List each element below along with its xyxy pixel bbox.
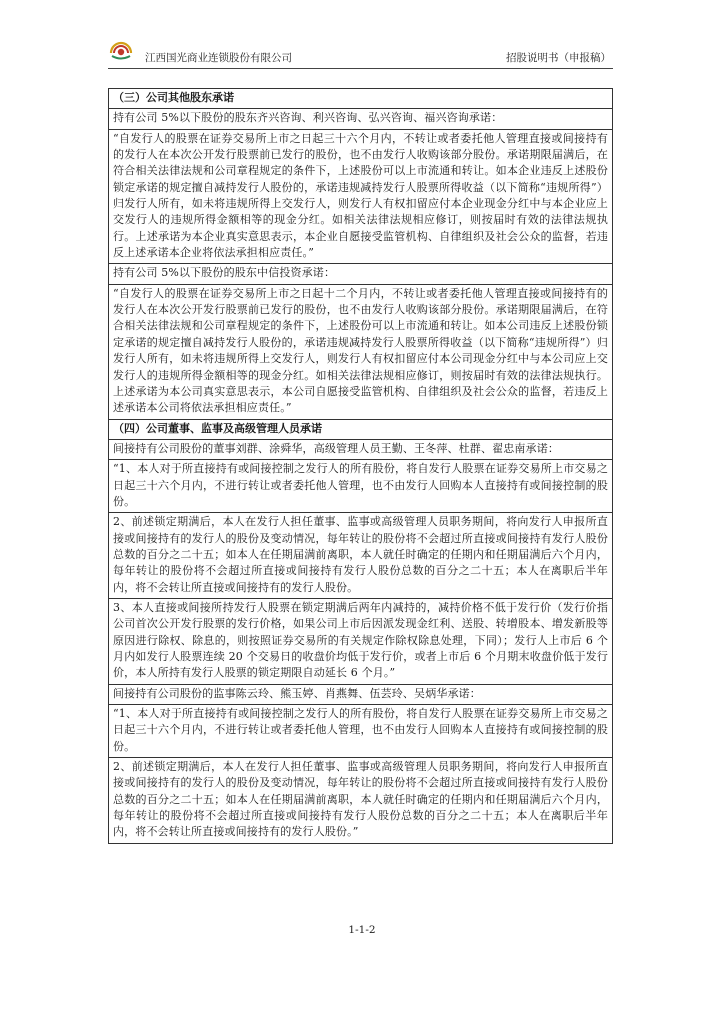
table-row: 间接持有公司股份的监事陈云玲、熊玉婷、肖燕舞、伍芸玲、吴炳华承诺：: [109, 684, 612, 704]
table-row: “1、本人对于所直接持有或间接控制之发行人的所有股份，将自发行人股票在证券交易所上市交易之日起三十六个月内，不进行转让或者委托他人管理，也不由发行人回购本人直接持有或间接控制的股份。: [109, 459, 612, 512]
table-row: “自发行人的股票在证券交易所上市之日起三十六个月内，不转让或者委托他人管理直接或间接持有的发行人在本次公开发行股票前已发行的股份，也不由发行人收购该部分股份。承诺期限届满后，在符合相关法律法规和公司章程规定的条件下，上述股份可以上市流通和转让。如本企业违反上述股份锁定承诺的规定擅自减持发行人股份的，承诺违规减持发行人股票所得收益（以下简称“违规所得”）归发行人所有，如未将违规所得上交发行人，则发行人有权扣留应付本企业现金分红中与本企业应上交发行人的违规所得金额相等的现金分红。如相关法律法规相应修订，则按届时有效的法律法规执行。上述承诺为本企业真实意思表示，本企业自愿接受监管机构、自律组织及社会公众的监督，若违反上述承诺本企业将依法承担相应责任。”: [109, 129, 612, 264]
section-heading: （三）公司其他股东承诺: [113, 91, 234, 104]
table-row: 持有公司 5%以下股份的股东中信投资承诺：: [109, 263, 612, 283]
table-row: 3、本人直接或间接所持发行人股票在锁定期满后两年内减持的，减持价格不低于发行价（发行价指公司首次公开发行股票的发行价格，如果公司上市后因派发现金红利、送股、转增股本、增发新股等原因进行除权、除息的，则按照证券交易所的有关规定作除权除息处理，下同）；发行人上市后 6 个月内如发行人股票连续 20 个交易日的收盘价均低于发行价，或者上市后 6 个月期末收盘价低于发行价，本人所持有发行人股票的锁定期限自动延长 6 个月。”: [109, 598, 612, 684]
table-row: “1、本人对于所直接持有或间接控制之发行人的所有股份，将自发行人股票在证券交易所上市交易之日起三十六个月内，不进行转让或者委托他人管理，也不由发行人回购本人直接持有或间接控制的股份。: [109, 704, 612, 757]
page-header: [108, 44, 613, 66]
table-row: 2、前述锁定期满后，本人在发行人担任董事、监事或高级管理人员职务期间，将向发行人申报所直接或间接持有的发行人的股份及变动情况，每年转让的股份将不会超过所直接或间接持有发行人股份总数的百分之二十五；如本人在任期届满前离职，本人就任时确定的任期内和任期届满后六个月内，每年转让的股份将不会超过所直接或间接持有发行人股份总数的百分之二十五；本人在离职后半年内，将不会转让所直接或间接持有的发行人股份。: [109, 512, 612, 598]
company-name: 江西国光商业连锁股份有限公司: [145, 52, 292, 64]
header-divider: [108, 68, 613, 69]
table-row: “自发行人的股票在证券交易所上市之日起十二个月内，不转让或者委托他人管理直接或间接持有的发行人在本次公开发行股票前已发行的股份，也不由发行人收购该部分股份。承诺期限届满后，在符合相关法律法规和公司章程规定的条件下，上述股份可以上市流通和转让。如本公司违反上述股份锁定承诺的规定擅自减持发行人股份的，承诺违规减持发行人股票所得收益（以下简称“违规所得”）归发行人所有，如未将违规所得上交发行人，则发行人有权扣留应付本公司现金分红中与本公司应上交发行人的违规所得金额相等的现金分红。如相关法律法规相应修订，则按届时有效的法律法规执行。上述承诺为本公司真实意思表示，本公司自愿接受监管机构、自律组织及社会公众的监督，若违反上述承诺本公司将依法承担相应责任。”: [109, 284, 612, 419]
commitments-table: [108, 88, 613, 844]
document-title: 招股说明书（申报稿）: [506, 52, 611, 64]
table-row: 间接持有公司股份的董事刘群、涂舜华，高级管理人员王勤、王冬萍、杜群、翟忠南承诺：: [109, 439, 612, 459]
table-row: 2、前述锁定期满后，本人在发行人担任董事、监事或高级管理人员职务期间，将向发行人申报所直接或间接持有的发行人的股份及变动情况，每年转让的股份将不会超过所直接或间接持有发行人股份总数的百分之二十五；如本人在任期届满前离职，本人就任时确定的任期内和任期届满后六个月内，每年转让的股份将不会超过所直接或间接持有发行人股份总数的百分之二十五；本人在离职后半年内，将不会转让所直接或间接持有的发行人股份。”: [109, 757, 612, 843]
company-logo-icon: [108, 38, 134, 62]
table-row: 持有公司 5%以下股份的股东齐兴咨询、利兴咨询、弘兴咨询、福兴咨询承诺：: [109, 108, 612, 128]
section-heading: （四）公司董事、监事及高级管理人员承诺: [109, 419, 612, 439]
page-number: 1-1-2: [348, 924, 376, 936]
